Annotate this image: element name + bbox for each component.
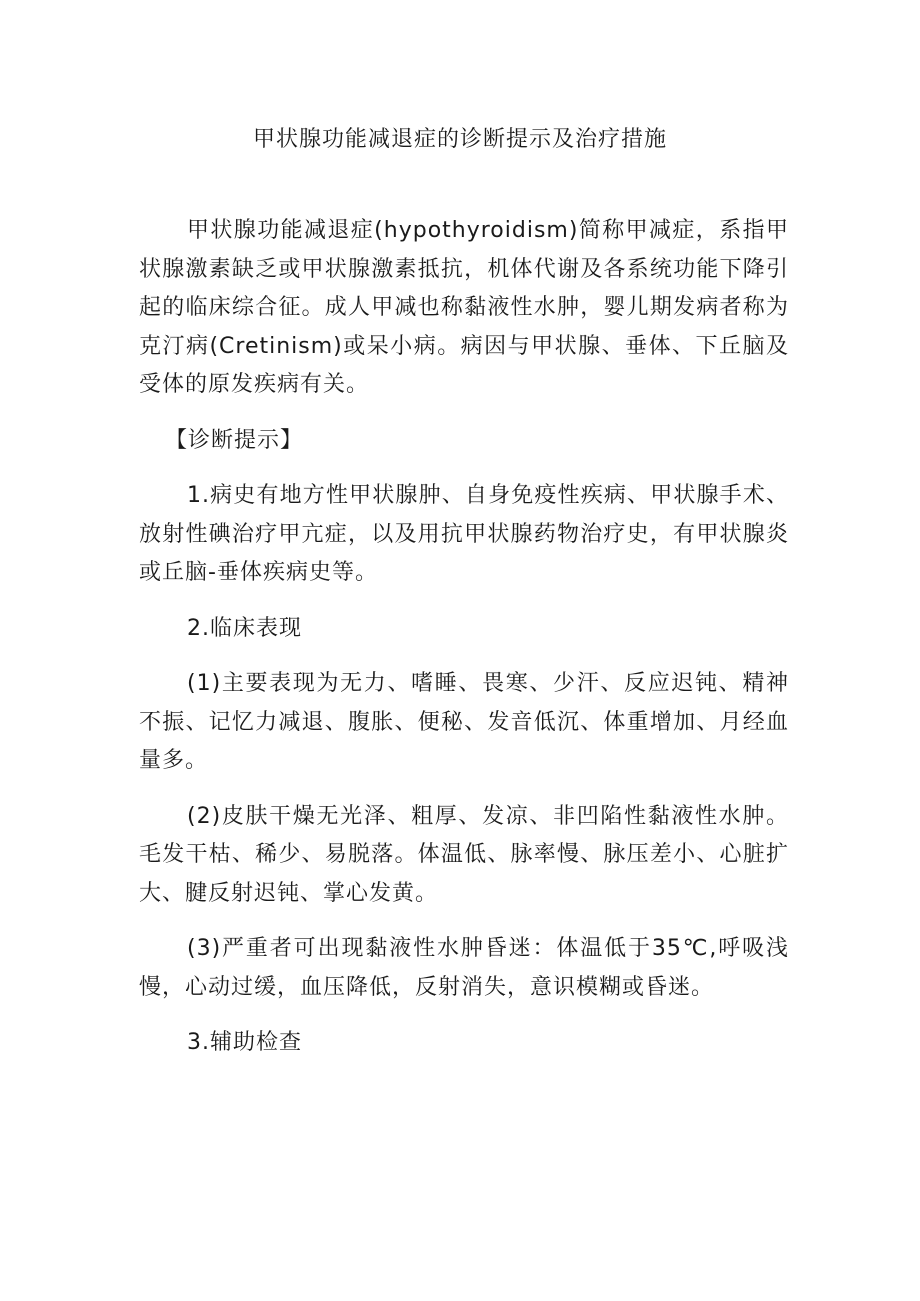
document-title: 甲状腺功能减退症的诊断提示及治疗措施 — [252, 127, 667, 152]
document-body — [139, 212, 789, 1063]
paragraph-clinical-heading: 2.临床表现 — [187, 615, 302, 641]
paragraph-symptoms-3: (3)严重者可出现黏液性水肿昏迷：体温低于35℃,呼吸浅慢，心动过缓，血压降低，反射消失，意识模糊或昏迷。 — [139, 936, 789, 1000]
paragraph-symptoms-2: (2)皮肤干燥无光泽、粗厚、发凉、非凹陷性黏液性水肿。毛发干枯、稀少、易脱落。体温低、脉率慢、脉压差小、心脏扩大、腱反射迟钝、掌心发黄。 — [139, 803, 789, 906]
section-heading-diagnosis: 【诊断提示】 — [165, 427, 304, 453]
intro-paragraph: 甲状腺功能减退症(hypothyroidism)简称甲减症，系指甲状腺激素缺乏或甲状腺激素抵抗，机体代谢及各系统功能下降引起的临床综合征。成人甲减也称黏液性水肿，婴儿期发病者称为克汀病(Cretinism)或呆小病。病因与甲状腺、垂体、下丘脑及受体的原发疾病有关。 — [139, 218, 789, 397]
paragraph-auxiliary-exam: 3.辅助检查 — [187, 1030, 302, 1055]
paragraph-symptoms-1: (1)主要表现为无力、嗜睡、畏寒、少汗、反应迟钝、精神不振、记忆力减退、腹胀、便秘、发音低沉、体重增加、月经血量多。 — [139, 671, 789, 773]
paragraph-history: 1.病史有地方性甲状腺肿、自身免疫性疾病、甲状腺手术、放射性碘治疗甲亢症，以及用抗甲状腺药物治疗史，有甲状腺炎或丘脑-垂体疾病史等。 — [139, 483, 789, 585]
